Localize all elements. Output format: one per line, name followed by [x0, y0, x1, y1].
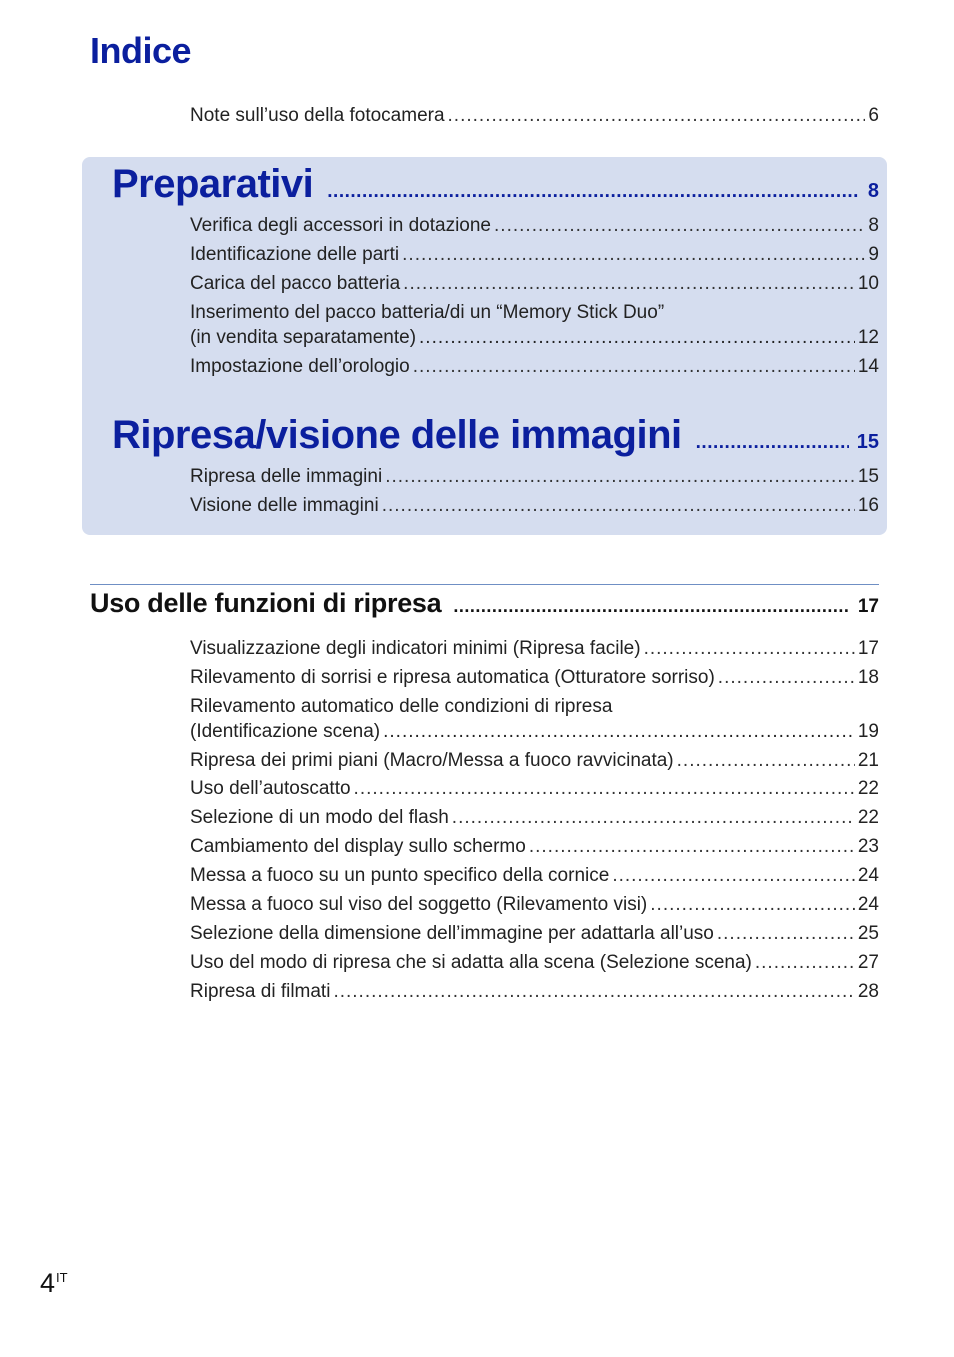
- section-page: 17: [857, 596, 879, 617]
- toc-entry-text-cont: (Identificazione scena): [190, 721, 381, 742]
- section-title: Uso delle funzioni di ripresa: [90, 588, 442, 618]
- toc-entry-text: Uso del modo di ripresa che si adatta alla scena (Selezione scena): [190, 952, 752, 973]
- toc-entry[interactable]: [190, 951, 879, 975]
- toc-entry-page: 28: [857, 981, 879, 1002]
- toc-entry-page: 19: [857, 721, 879, 742]
- language-code: IT: [56, 1270, 68, 1285]
- section-title: Preparativi: [112, 162, 314, 206]
- toc-entry[interactable]: [190, 272, 879, 296]
- toc-entry-text: Inserimento del pacco batteria/di un “Memory Stick Duo”: [190, 302, 665, 323]
- toc-entry-page: 15: [857, 466, 879, 487]
- toc-entry-text: Ripresa di filmati: [190, 981, 331, 1002]
- dot-leader: [413, 355, 855, 379]
- toc-entry-page: 18: [857, 667, 879, 688]
- toc-entry[interactable]: [190, 637, 879, 661]
- toc-entry-page: 24: [857, 894, 879, 915]
- dot-leader: [650, 893, 855, 917]
- toc-entry-text: Uso dell’autoscatto: [190, 778, 351, 799]
- dot-leader: [644, 637, 855, 661]
- dot-leader: [677, 749, 855, 773]
- toc-entry[interactable]: [190, 214, 879, 238]
- toc-entry-text: Rilevamento automatico delle condizioni di ripresa: [190, 696, 613, 717]
- toc-entry[interactable]: [190, 806, 879, 830]
- toc-entry-page: 23: [857, 836, 879, 857]
- dot-leader: [755, 951, 855, 975]
- toc-entry[interactable]: [190, 864, 879, 888]
- toc-entry[interactable]: [190, 980, 879, 1004]
- toc-entry[interactable]: [190, 922, 879, 946]
- dot-leader: [452, 806, 855, 830]
- dot-leader: [327, 181, 860, 203]
- dot-leader: [717, 922, 855, 946]
- dot-leader: [402, 243, 865, 267]
- section-page: 8: [867, 180, 879, 202]
- toc-entry[interactable]: [190, 301, 879, 350]
- toc-entry-text: Verifica degli accessori in dotazione: [190, 215, 492, 236]
- toc-entry-page: 10: [857, 273, 879, 294]
- toc-entry-text: Carica del pacco batteria: [190, 273, 401, 294]
- toc-entry-text: Visualizzazione degli indicatori minimi (Ripresa facile): [190, 638, 641, 659]
- dot-leader: [419, 326, 855, 350]
- toc-entry-text-cont: (in vendita separatamente): [190, 327, 417, 348]
- dot-leader: [453, 596, 850, 617]
- section-heading-uso-funzioni[interactable]: [90, 588, 879, 619]
- toc-entry-page: 14: [857, 356, 879, 377]
- page-number-value: 4: [40, 1268, 56, 1298]
- dot-leader: [382, 494, 855, 518]
- toc-entry-page: 27: [857, 952, 879, 973]
- toc-entry-text: Visione delle immagini: [190, 495, 379, 516]
- dot-leader: [529, 835, 855, 859]
- toc-entry-page: 21: [857, 750, 879, 771]
- section-heading-preparativi[interactable]: [112, 162, 879, 207]
- toc-entry-text: Messa a fuoco sul viso del soggetto (Rilevamento visi): [190, 894, 648, 915]
- toc-entry[interactable]: [190, 893, 879, 917]
- dot-leader: [403, 272, 855, 296]
- toc-entry-text: Selezione di un modo del flash: [190, 807, 449, 828]
- section-divider: [90, 584, 879, 585]
- section-heading-ripresa-visione[interactable]: [112, 413, 879, 458]
- toc-entry-text: Ripresa dei primi piani (Macro/Messa a fuoco ravvicinata): [190, 750, 674, 771]
- dot-leader: [612, 864, 855, 888]
- toc-entry-page: 16: [857, 495, 879, 516]
- toc-entry-text: Cambiamento del display sullo schermo: [190, 836, 526, 857]
- toc-entry-page: 25: [857, 923, 879, 944]
- toc-entry-note-uso[interactable]: [190, 104, 879, 128]
- section-title: Ripresa/visione delle immagini: [112, 413, 682, 457]
- dot-leader: [696, 432, 849, 454]
- toc-entry-text: Messa a fuoco su un punto specifico della cornice: [190, 865, 610, 886]
- dot-leader: [385, 465, 855, 489]
- dot-leader: [383, 720, 855, 744]
- toc-entry-text: Rilevamento di sorrisi e ripresa automatica (Otturatore sorriso): [190, 667, 715, 688]
- dot-leader: [718, 666, 855, 690]
- page-title: Indice: [90, 30, 192, 71]
- toc-entry-page: 22: [857, 778, 879, 799]
- toc-entry[interactable]: [190, 243, 879, 267]
- toc-entry[interactable]: [190, 695, 879, 744]
- page-number: [40, 1268, 68, 1299]
- dot-leader: [494, 214, 865, 238]
- toc-entry-text: Ripresa delle immagini: [190, 466, 383, 487]
- toc-entry-page: 24: [857, 865, 879, 886]
- dot-leader: [333, 980, 854, 1004]
- toc-entry-text: Selezione della dimensione dell’immagine per adattarla all’uso: [190, 923, 714, 944]
- toc-entry[interactable]: [190, 749, 879, 773]
- toc-entry-page: 8: [868, 215, 879, 236]
- toc-entry[interactable]: [190, 835, 879, 859]
- toc-entry[interactable]: [190, 494, 879, 518]
- toc-entry[interactable]: [190, 666, 879, 690]
- toc-entry[interactable]: [190, 355, 879, 379]
- toc-entry[interactable]: [190, 777, 879, 801]
- toc-entry-page: 22: [857, 807, 879, 828]
- dot-leader: [354, 777, 855, 801]
- toc-entry-text: Impostazione dell’orologio: [190, 356, 410, 377]
- toc-entry-page: 17: [857, 638, 879, 659]
- toc-entry-page: 12: [857, 327, 879, 348]
- toc-entry[interactable]: [190, 465, 879, 489]
- toc-entry-page: 6: [868, 105, 879, 126]
- dot-leader: [448, 104, 866, 128]
- section-page: 15: [856, 431, 879, 453]
- toc-entry-text: Note sull’uso della fotocamera: [190, 105, 445, 126]
- toc-entry-page: 9: [868, 244, 879, 265]
- toc-entry-text: Identificazione delle parti: [190, 244, 400, 265]
